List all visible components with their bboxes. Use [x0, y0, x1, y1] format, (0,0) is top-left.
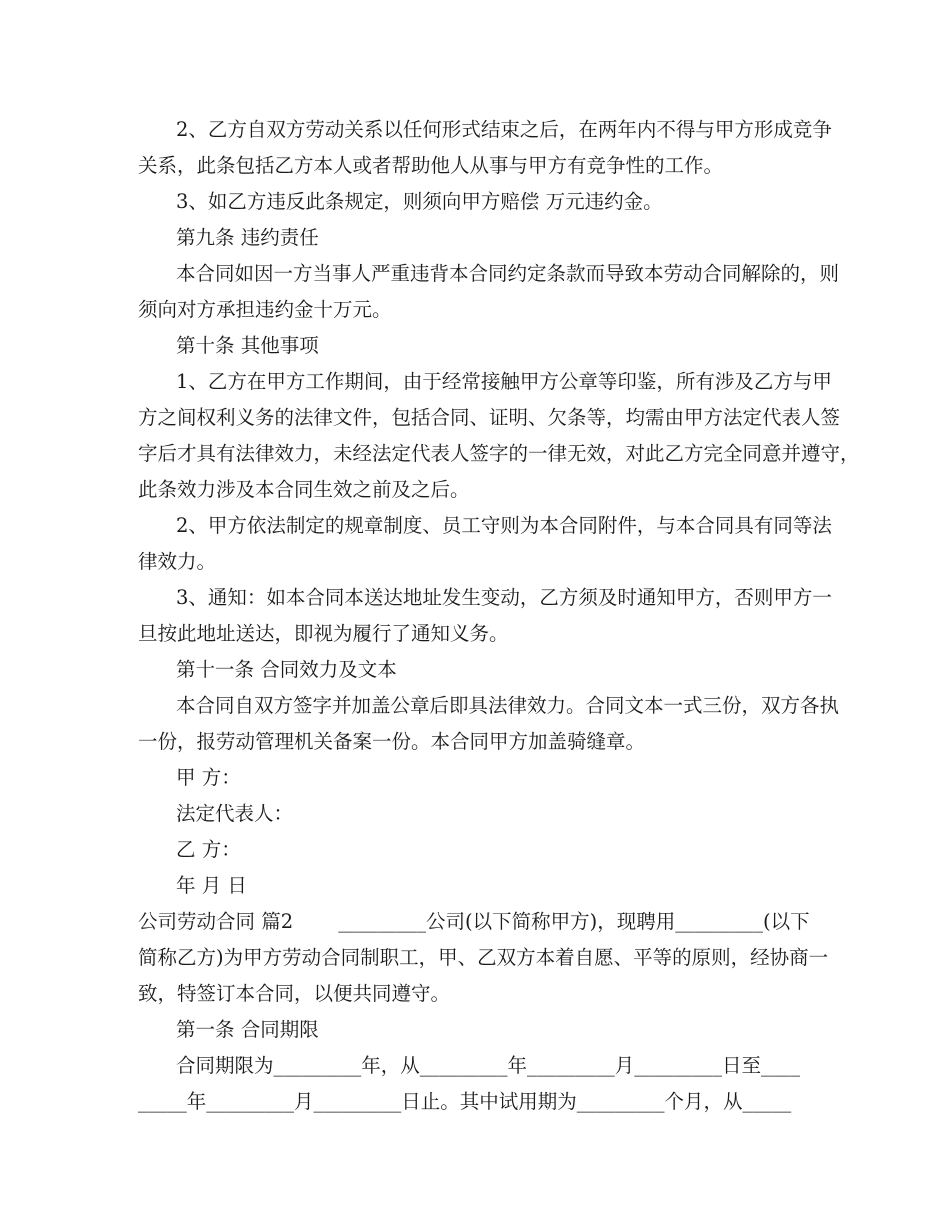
text-line: 3、如乙方违反此条规定，则须向甲方赔偿 万元违约金。	[176, 190, 663, 213]
text-line: 简称乙方)为甲方劳动合同制职工，甲、乙双方本着自愿、平等的原则，经协商一	[138, 946, 829, 969]
text-line: 2、甲方依法制定的规章制度、员工守则为本合同附件，与本合同具有同等法	[176, 514, 832, 537]
text-line: 字后才具有法律效力，未经法定代表人签字的一律无效，对此乙方完全同意并遵守，	[138, 442, 860, 465]
text-line: 律效力。	[138, 550, 217, 573]
text-line: _____年_________月_________日止。其中试用期为_________个月，从_____	[138, 1090, 792, 1113]
article-heading: 第九条 违约责任	[176, 226, 319, 249]
text-line: 合同期限为_________年，从_________年_________月_________日至____	[176, 1054, 801, 1077]
signature-party-b: 乙 方：	[176, 838, 241, 861]
text-line: 3、通知：如本合同本送达地址发生变动，乙方须及时通知甲方，否则甲方一	[176, 586, 832, 609]
text-line: 本合同自双方签字并加盖公章后即具法律效力。合同文本一式三份，双方各执	[176, 694, 840, 717]
signature-party-a: 甲 方：	[176, 766, 241, 789]
text-line: 方之间权利义务的法律文件，包括合同、证明、欠条等，均需由甲方法定代表人签	[138, 406, 841, 429]
article-heading: 第十条 其他事项	[176, 334, 319, 357]
signature-legal-rep: 法定代表人：	[176, 802, 294, 825]
text-line: 旦按此地址送达，即视为履行了通知义务。	[138, 622, 509, 645]
article-heading: 第一条 合同期限	[176, 1018, 319, 1041]
text-line: 1、乙方在甲方工作期间，由于经常接触甲方公章等印鉴，所有涉及乙方与甲	[176, 370, 832, 393]
text-line: 须向对方承担违约金十万元。	[138, 298, 392, 321]
section-title-line: 公司劳动合同 篇2 _________公司(以下简称甲方)，现聘用_________(以下	[138, 910, 810, 933]
text-line: 此条效力涉及本合同生效之前及之后。	[138, 478, 470, 501]
text-line: 一份，报劳动管理机关备案一份。本合同甲方加盖骑缝章。	[138, 730, 646, 753]
signature-date: 年 月 日	[176, 874, 247, 897]
article-heading: 第十一条 合同效力及文本	[176, 658, 397, 681]
text-line: 关系，此条包括乙方本人或者帮助他人从事与甲方有竞争性的工作。	[138, 154, 724, 177]
text-line: 本合同如因一方当事人严重违背本合同约定条款而导致本劳动合同解除的，则	[176, 262, 840, 285]
text-line: 致，特签订本合同，以便共同遵守。	[138, 982, 451, 1005]
text-line: 2、乙方自双方劳动关系以任何形式结束之后，在两年内不得与甲方形成竞争	[176, 118, 832, 141]
